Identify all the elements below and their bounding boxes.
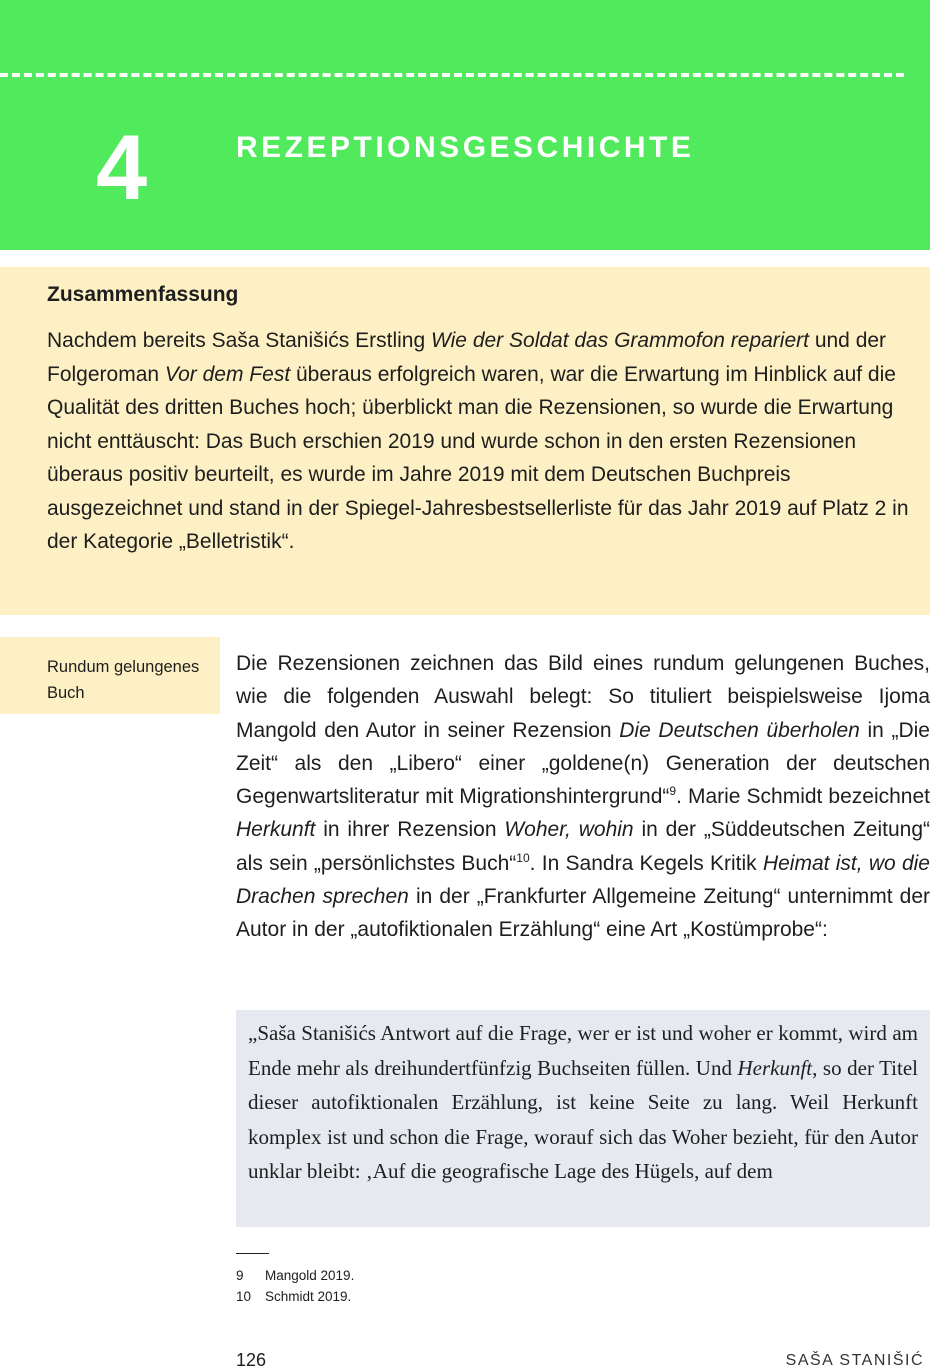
footnote-text: Mangold 2019. (265, 1268, 355, 1283)
review-title-italic: Woher, wohin (504, 818, 634, 842)
body-text-part: in der „Frankfurter Allgemeine Zeitung“ unternimmt der Autor in der „autofiktionalen Erzählung“ eine Art „Kostümprobe“: (236, 885, 930, 942)
body-text-part: in „Die Zeit“ als den „Libero“ einer „goldene(n) Generation der deutschen Gegenwartsliteratur mit Migrationshintergrund“ (236, 718, 930, 809)
margin-note: Rundum gelungenes Buch (47, 658, 200, 702)
chapter-title: REZEPTIONSGESCHICHTE (236, 131, 695, 164)
dashed-divider (0, 73, 904, 77)
book-title-italic: Vor dem Fest (164, 362, 291, 386)
review-title-italic: Heimat ist, wo die Drachen sprechen (236, 851, 930, 909)
review-title-italic: Die Deutschen überholen (619, 718, 860, 742)
running-header-author: SAŠA STANIŠIĆ (785, 1352, 924, 1369)
summary-text-part: und der Folgeroman (47, 329, 887, 386)
book-title-italic: Herkunft (236, 818, 316, 842)
quote-text-part: „Saša Stanišićs Antwort auf die Frage, wer er ist und woher er kommt, wird am Ende mehr als dreihundertfünfzig Buchseiten füllen. Und (248, 1021, 918, 1080)
summary-heading: Zusammenfassung (47, 283, 239, 306)
body-text-part: . In Sandra Kegels Kritik (529, 851, 763, 875)
footnote-number: 10 (236, 1289, 252, 1304)
footnote-text: Schmidt 2019. (265, 1289, 352, 1304)
chapter-number: 4 (96, 117, 148, 219)
body-text-part: Die Rezensionen zeichnen das Bild eines rundum gelungenen Buches, wie die folgenden Auswahl belegt: So tituliert beispielsweise Ijoma Mangold den Autor in seiner Rezension (236, 652, 930, 742)
book-title-italic: Herkunft (737, 1055, 813, 1080)
body-paragraph (236, 647, 930, 947)
summary-text-part: Nachdem bereits Saša Stanišićs Erstling (47, 329, 431, 352)
quote-text-part: , so der Titel dieser autofiktionalen Erzählung, ist keine Seite zu lang. Weil Herkunft komplex ist und schon die Frage, worauf sich das Woher bezieht, für den Autor unklar bleibt: ‚Auf die geografische Lage des Hügels, auf dem (248, 1055, 918, 1183)
body-text-part: . Marie Schmidt bezeichnet (676, 785, 930, 809)
chapter-header-band (0, 0, 930, 250)
footnote-ref[interactable]: 10 (516, 850, 530, 865)
body-text-part: in ihrer Rezension (315, 818, 505, 842)
footnote-number: 9 (236, 1268, 244, 1283)
footnote (236, 1288, 351, 1306)
footnote-ref[interactable]: 9 (669, 784, 677, 799)
block-quote (248, 1016, 918, 1189)
page-number: 126 (236, 1350, 267, 1370)
footnote-divider (236, 1253, 269, 1254)
footnote (236, 1267, 354, 1285)
body-text-part: in der „Süddeutschen Zeitung“ als sein „persönlichstes Buch“ (236, 818, 931, 875)
book-title-italic: Wie der Soldat das Grammofon repariert (431, 329, 809, 352)
summary-text-part: überaus erfolgreich waren, war die Erwartung im Hinblick auf die Qualität des dritten Buches hoch; überblickt man die Rezensionen, so wurde die Erwartung nicht enttäuscht: Das Buch erschien 2019 und wurde schon in den ersten Rezensionen überaus positiv beurteilt, es wurde im Jahre 2019 mit dem Deutschen Buchpreis ausgezeichnet und stand in der Spiegel-Jahresbestsellerliste für das Jahr 2019 auf Platz 2 in der Kategorie „Belletristik“. (47, 362, 909, 553)
summary-paragraph (47, 324, 917, 559)
